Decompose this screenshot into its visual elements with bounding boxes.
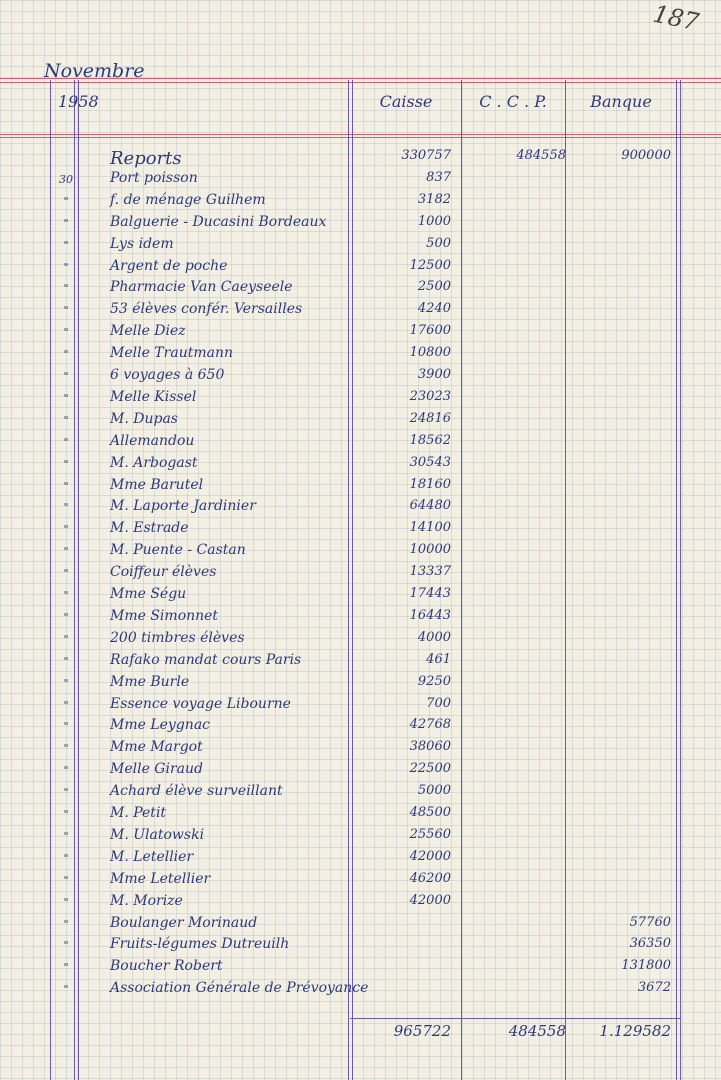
row-description: M. Estrade <box>110 520 189 537</box>
row-description: Melle Giraud <box>110 761 203 778</box>
row-banque-amount: 900000 <box>621 148 671 163</box>
row-description: Mme Ségu <box>110 586 187 602</box>
row-banque-amount: 131800 <box>621 958 671 974</box>
row-day: " <box>63 545 69 559</box>
ledger-row <box>0 781 721 803</box>
row-caisse-amount: 3182 <box>417 191 451 207</box>
row-caisse-amount: 24816 <box>409 410 451 426</box>
row-banque-amount: 36350 <box>629 936 671 952</box>
totals-row <box>0 1022 721 1044</box>
row-description: Essence voyage Libourne <box>110 695 291 712</box>
row-day: " <box>63 435 69 449</box>
row-day: " <box>63 348 69 362</box>
row-description: Balguerie - Ducasini Bordeaux <box>110 213 327 230</box>
row-caisse-amount: 1000 <box>417 213 451 229</box>
row-caisse-amount: 17443 <box>409 586 451 601</box>
row-caisse-amount: 500 <box>426 235 451 251</box>
row-day: " <box>63 216 69 230</box>
row-description: Lys idem <box>110 235 174 252</box>
row-description: Coiffeur élèves <box>110 564 217 581</box>
row-day: 30 <box>59 172 73 186</box>
ledger-row <box>0 847 721 869</box>
row-description: Melle Kissel <box>110 388 197 405</box>
ledger-row <box>0 190 721 212</box>
row-day: " <box>63 917 69 931</box>
row-description: Rafako mandat cours Paris <box>110 651 302 668</box>
ledger-row <box>0 978 721 1000</box>
row-banque-amount: 57760 <box>629 914 671 930</box>
row-day: " <box>63 851 69 865</box>
row-day: " <box>63 238 69 252</box>
row-day: " <box>63 326 69 340</box>
ledger-row <box>0 759 721 781</box>
row-day: " <box>63 676 69 690</box>
ledger-row <box>0 650 721 672</box>
row-caisse-amount: 18160 <box>409 476 451 492</box>
row-description: Pharmacie Van Caeyseele <box>110 279 293 296</box>
row-description: Mme Letellier <box>110 870 211 887</box>
row-day: " <box>63 501 69 515</box>
row-caisse-amount: 48500 <box>409 805 451 820</box>
row-day: " <box>63 764 69 778</box>
row-day: " <box>63 895 69 909</box>
column-header-ccp: C . C . P. <box>479 92 547 111</box>
row-day: " <box>63 873 69 887</box>
row-caisse-amount: 837 <box>426 169 451 185</box>
red-rule-top-2 <box>0 82 721 83</box>
ledger-row <box>0 956 721 978</box>
row-caisse-amount: 42000 <box>409 892 451 908</box>
row-caisse-amount: 42768 <box>409 717 451 733</box>
row-description: Boulanger Morinaud <box>110 914 258 931</box>
row-day: " <box>63 808 69 821</box>
row-day: " <box>63 523 69 537</box>
row-caisse-amount: 16443 <box>409 607 451 623</box>
row-day: " <box>63 194 69 208</box>
row-description: M. Morize <box>110 892 183 909</box>
row-banque-amount: 3672 <box>637 980 671 996</box>
row-description: Melle Trautmann <box>110 345 233 362</box>
ledger-row <box>0 299 721 321</box>
ledger-row <box>0 584 721 606</box>
ledger-row <box>0 913 721 935</box>
row-caisse-amount: 18562 <box>409 432 451 448</box>
ledger-row <box>0 934 721 956</box>
row-description: 53 élèves confér. Versailles <box>110 301 303 318</box>
ledger-row <box>0 694 721 716</box>
row-caisse-amount: 4240 <box>417 301 451 317</box>
row-caisse-amount: 5000 <box>417 783 451 799</box>
row-day: " <box>63 786 69 800</box>
row-description: Achard élève surveillant <box>110 783 283 800</box>
page-number: 187 <box>650 0 702 37</box>
row-caisse-amount: 13337 <box>409 564 451 580</box>
row-caisse-amount: 4000 <box>417 629 451 645</box>
row-day: " <box>63 939 69 953</box>
ledger-row <box>0 365 721 387</box>
total-banque: 1.129582 <box>599 1022 671 1040</box>
row-day: " <box>63 304 69 318</box>
row-description: Boucher Robert <box>110 958 223 975</box>
ledger-row <box>0 737 721 759</box>
row-description: M. Petit <box>110 805 167 821</box>
row-description: M. Laporte Jardinier <box>110 498 256 515</box>
row-day: " <box>63 632 69 646</box>
ledger-row <box>0 891 721 913</box>
row-description: 200 timbres élèves <box>110 629 245 646</box>
ledger-row <box>0 256 721 278</box>
total-rule <box>350 1018 680 1019</box>
row-description: M. Ulatowski <box>110 826 205 843</box>
ledger-row <box>0 212 721 234</box>
ledger-row <box>0 540 721 562</box>
ledger-row <box>0 562 721 584</box>
row-caisse-amount: 22500 <box>409 761 451 777</box>
total-ccp: 484558 <box>508 1022 566 1040</box>
ledger-row <box>0 277 721 299</box>
ledger-row <box>0 628 721 650</box>
row-description: Fruits-légumes Dutreuilh <box>110 936 290 953</box>
column-header-caisse: Caisse <box>379 92 433 111</box>
row-day: " <box>63 282 69 296</box>
row-description: M. Arbogast <box>110 454 198 471</box>
row-description: Mme Simonnet <box>110 607 219 624</box>
row-description: Allemandou <box>110 432 195 449</box>
row-day: " <box>63 742 69 756</box>
row-day: " <box>63 698 69 712</box>
row-day: " <box>63 567 69 581</box>
ledger-row <box>0 409 721 431</box>
row-day: " <box>63 654 69 668</box>
row-description: f. de ménage Guilhem <box>110 191 266 208</box>
year-heading: 1958 <box>58 92 99 111</box>
row-ccp-amount: 484558 <box>516 148 566 163</box>
row-day: " <box>63 391 69 405</box>
total-caisse: 965722 <box>393 1022 451 1040</box>
row-day: " <box>63 479 69 493</box>
row-caisse-amount: 38060 <box>409 739 451 755</box>
row-description: Mme Leygnac <box>110 717 211 734</box>
row-caisse-amount: 461 <box>426 651 451 667</box>
red-rule-header <box>0 134 721 135</box>
ledger-row <box>0 825 721 847</box>
row-caisse-amount: 25560 <box>409 826 451 842</box>
ledger-row <box>0 475 721 497</box>
ledger-row <box>0 496 721 518</box>
ledger-row <box>0 146 721 168</box>
row-caisse-amount: 9250 <box>417 673 451 689</box>
row-caisse-amount: 10800 <box>409 345 451 361</box>
red-rule-header-2 <box>0 137 721 138</box>
row-caisse-amount: 46200 <box>409 870 451 886</box>
row-description: Melle Diez <box>110 323 186 340</box>
ledger-row <box>0 168 721 190</box>
row-day: " <box>63 983 69 997</box>
row-description: Mme Margot <box>110 739 203 756</box>
row-description: Reports <box>110 148 182 169</box>
row-description: M. Puente - Castan <box>110 542 246 559</box>
row-day: " <box>63 457 69 471</box>
row-day: " <box>63 829 69 843</box>
row-caisse-amount: 330757 <box>401 148 451 163</box>
ledger-row <box>0 869 721 891</box>
row-day: " <box>63 370 69 383</box>
ledger-row <box>0 431 721 453</box>
ledger-row <box>0 343 721 365</box>
month-heading: Novembre <box>44 60 145 82</box>
row-description: M. Letellier <box>110 848 194 865</box>
row-caisse-amount: 12500 <box>409 257 451 273</box>
ledger-row <box>0 715 721 737</box>
ledger-row <box>0 321 721 343</box>
row-description: Mme Burle <box>110 673 190 690</box>
row-day: " <box>63 260 69 274</box>
row-caisse-amount: 23023 <box>409 388 451 404</box>
row-description: Port poisson <box>110 169 198 186</box>
ledger-row <box>0 234 721 256</box>
ledger-row <box>0 606 721 628</box>
row-caisse-amount: 700 <box>426 695 451 711</box>
row-description: Mme Barutel <box>110 476 204 493</box>
row-day: " <box>63 413 69 427</box>
row-caisse-amount: 14100 <box>409 520 451 536</box>
row-caisse-amount: 30543 <box>409 454 451 470</box>
ledger-row <box>0 803 721 825</box>
ledger-row <box>0 672 721 694</box>
row-day: " <box>63 720 69 734</box>
row-description: Association Générale de Prévoyance <box>110 980 369 997</box>
row-description: 6 voyages à 650 <box>110 367 225 383</box>
ledger-row <box>0 387 721 409</box>
row-description: Argent de poche <box>110 257 228 274</box>
row-day: " <box>63 589 69 602</box>
row-caisse-amount: 64480 <box>409 498 451 514</box>
ledger-row <box>0 518 721 540</box>
row-day: " <box>63 610 69 624</box>
row-caisse-amount: 10000 <box>409 542 451 558</box>
column-header-banque: Banque <box>590 92 652 111</box>
row-caisse-amount: 3900 <box>417 367 451 382</box>
row-caisse-amount: 2500 <box>417 279 451 295</box>
row-caisse-amount: 42000 <box>409 848 451 864</box>
row-day: " <box>63 961 69 975</box>
row-caisse-amount: 17600 <box>409 323 451 339</box>
ledger-row <box>0 453 721 475</box>
row-description: M. Dupas <box>110 410 178 427</box>
